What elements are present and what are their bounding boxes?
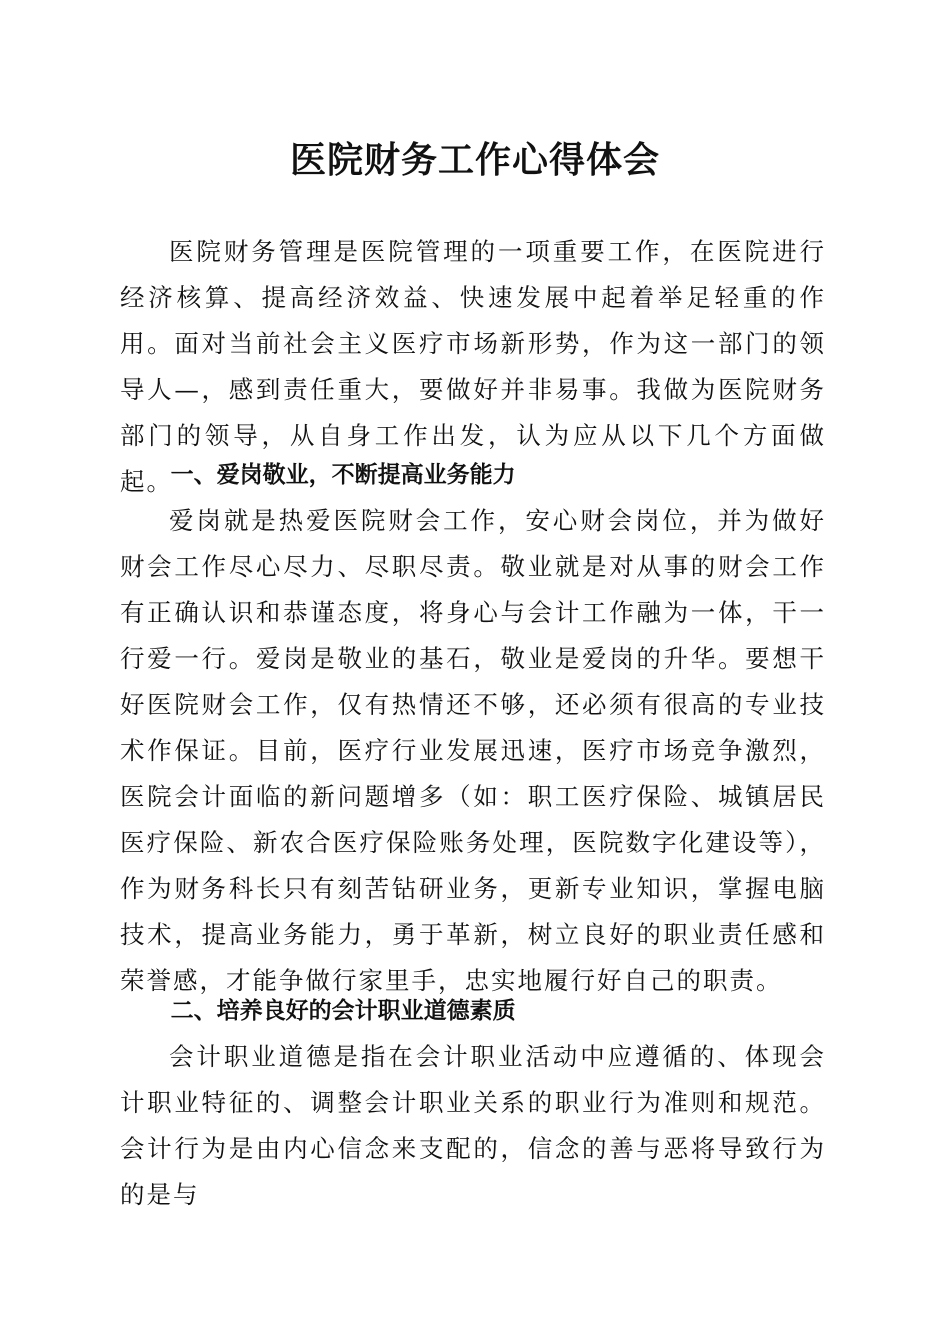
section-heading-1: 一、爱岗敬业，不断提高业务能力 [170, 462, 516, 488]
intro-paragraph: 医院财务管理是医院管理的一项重要工作，在医院进行经济核算、提高经济效益、快速发展中起着举足轻重的作用。面对当前社会主义医疗市场新形势，作为这一部门的领导人—，感到责任重大，要做好并非易事。我做为医院财务部门的领导，从自身工作出发，认为应从以下几个方面做起。 [120, 237, 826, 496]
section-1-paragraph: 爱岗就是热爱医院财会工作，安心财会岗位，并为做好财会工作尽心尽力、尽职尽责。敬业就是对从事的财会工作有正确认识和恭谨态度，将身心与会计工作融为一体，干一行爱一行。爱岗是敬业的基石，敬业是爱岗的升华。要想干好医院财会工作，仅有热情还不够，还必须有很高的专业技术作保证。目前，医疗行业发展迅速，医疗市场竞争激烈，医院会计面临的新问题增多（如：职工医疗保险、城镇居民医疗保险、新农合医疗保险账务处理，医院数字化建设等），作为财务科长只有刻苦钻研业务，更新专业知识，掌握电脑技术，提高业务能力，勇于革新，树立良好的职业责任感和荣誉感，才能争做行家里手，忠实地履行好自己的职责。 [120, 506, 826, 995]
section-2-paragraph: 会计职业道德是指在会计职业活动中应遵循的、体现会计职业特征的、调整会计职业关系的职业行为准则和规范。会计行为是由内心信念来支配的，信念的善与恶将导致行为的是与 [120, 1042, 826, 1209]
document-title: 医院财务工作心得体会 [289, 139, 660, 181]
section-heading-2: 二、培养良好的会计职业道德素质 [170, 998, 516, 1024]
